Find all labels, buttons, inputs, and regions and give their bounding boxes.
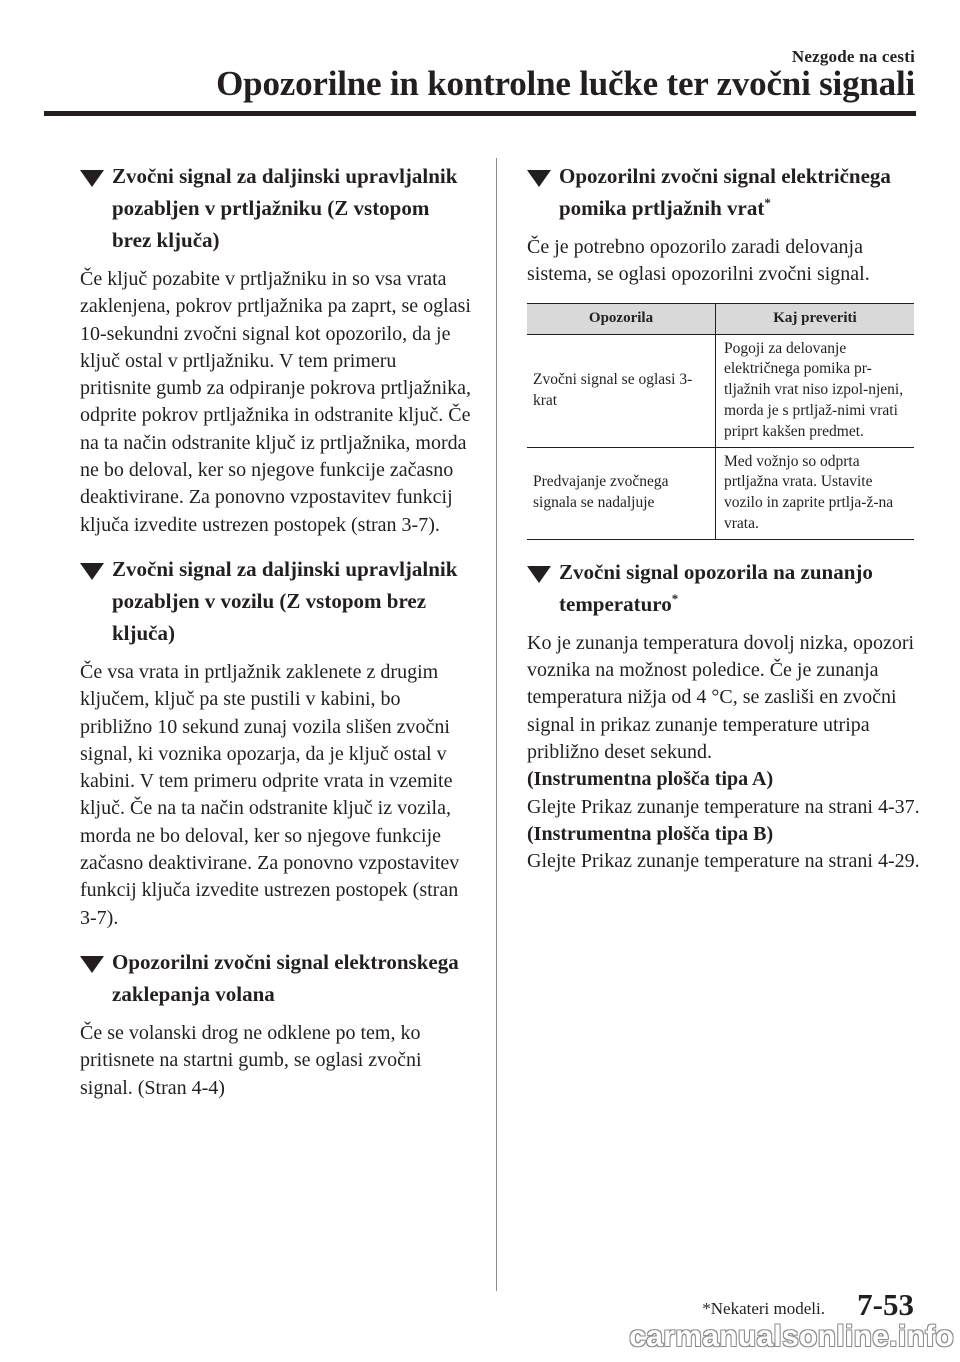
column-divider	[496, 158, 497, 1291]
reference-text: Glejte Prikaz zunanje temperature na strani 4-37.	[527, 795, 920, 818]
section-label: Nezgode na cesti	[791, 47, 915, 66]
section-heading: Opozorilni zvočni signal elektronskega zaklepanja volana	[80, 946, 472, 1010]
page-number: 7-53	[857, 1287, 914, 1322]
table-cell: Predvajanje zvočnega signala se nadaljuje	[527, 447, 716, 539]
right-column	[527, 160, 921, 889]
warning-table	[527, 303, 914, 540]
subheading: (Instrumentna plošča tipa A)	[527, 768, 774, 791]
triangle-bullet-icon	[80, 563, 104, 580]
section-body: Ko je zunanja temperatura dovolj nizka, opozori voznika na možnost poledice. Če je zunanja temperatura nižja od 4 °C, se zasliši en zvočni signal in prikaz zunanje temperature utripa približno deset sekund.	[527, 631, 915, 763]
left-column	[80, 160, 472, 1116]
section-heading: Zvočni signal za daljinski upravljalnik pozabljen v prtljažniku (Z vstopom brez ključa)	[80, 160, 472, 256]
asterisk-mark: *	[671, 590, 679, 606]
section-heading: Zvočni signal opozorila na zunanjo temperaturo*	[527, 556, 921, 620]
section-body: Če se volanski drog ne odklene po tem, ko pritisnete na startni gumb, se oglasi zvočni signal. (Stran 4-4)	[80, 1021, 422, 1099]
triangle-bullet-icon	[527, 566, 551, 583]
section-body: Če ključ pozabite v prtljažniku in so vsa vrata zaklenjena, pokrov prtljažnika pa zaprt, se oglasi 10-sekundni zvočni signal kot opozorilo, da je ključ ostal v prtljažniku. V tem primeru pritisnite gumb za odpiranje pokrova prtljažnika, odprite pokrov prtljažnika in odstranite ključ. Če na ta način odstranite ključ iz prtljažnika, morda ne bo deloval, ker so njegove funkcije začasno deaktivirane. Za ponovno vzpostavitev funkcij ključa izvedite ustrezen postopek (stran 3-7).	[80, 268, 471, 536]
footnote: *Nekateri modeli.	[702, 1299, 825, 1318]
table-cell: Zvočni signal se oglasi 3-krat	[527, 334, 716, 447]
triangle-bullet-icon	[527, 170, 551, 187]
reference-text: Glejte Prikaz zunanje temperature na strani 4-29.	[527, 850, 920, 873]
header-rule	[44, 111, 916, 116]
table-cell: Med vožnjo so odprta prtljažna vrata. Ustavite vozilo in zaprite prtlja-ž-na vrata.	[716, 447, 915, 539]
table-row	[527, 447, 914, 539]
section-heading: Opozorilni zvočni signal električnega pomika prtljažnih vrat*	[527, 160, 921, 224]
triangle-bullet-icon	[80, 956, 104, 973]
table-header: Kaj preveriti	[716, 303, 915, 334]
asterisk-mark: *	[764, 195, 771, 210]
section-body: Če je potrebno opozorilo zaradi delovanja sistema, se oglasi opozorilni zvočni signal.	[527, 236, 870, 286]
table-header: Opozorila	[527, 303, 716, 334]
section-heading: Zvočni signal za daljinski upravljalnik pozabljen v vozilu (Z vstopom brez ključa)	[80, 553, 472, 649]
section-body: Če vsa vrata in prtljažnik zaklenete z drugim ključem, ključ pa ste pustili v kabini, bo približno 10 sekund zunaj vozila slišen zvočni signal, ki voznika opozarja, da je ključ ostal v kabini. V tem primeru odprite vrata in vzemite ključ. Če na ta način odstranite ključ iz vozila, morda ne bo deloval, ker so njegove funkcije začasno deaktivirane. Za ponovno vzpostavitev funkcij ključa izvedite ustrezen postopek (stran 3-7).	[80, 660, 460, 929]
subheading: (Instrumentna plošča tipa B)	[527, 822, 774, 845]
table-row	[527, 334, 914, 447]
triangle-bullet-icon	[80, 170, 104, 187]
page-title: Opozorilne in kontrolne lučke ter zvočni signali	[216, 64, 915, 103]
watermark: carmanualsonline.info	[629, 1320, 954, 1353]
table-cell: Pogoji za delovanje električnega pomika pr-tljažnih vrat niso izpol-njeni, morda je s prtljaž-nimi vrati priprt kakšen predmet.	[716, 334, 915, 447]
